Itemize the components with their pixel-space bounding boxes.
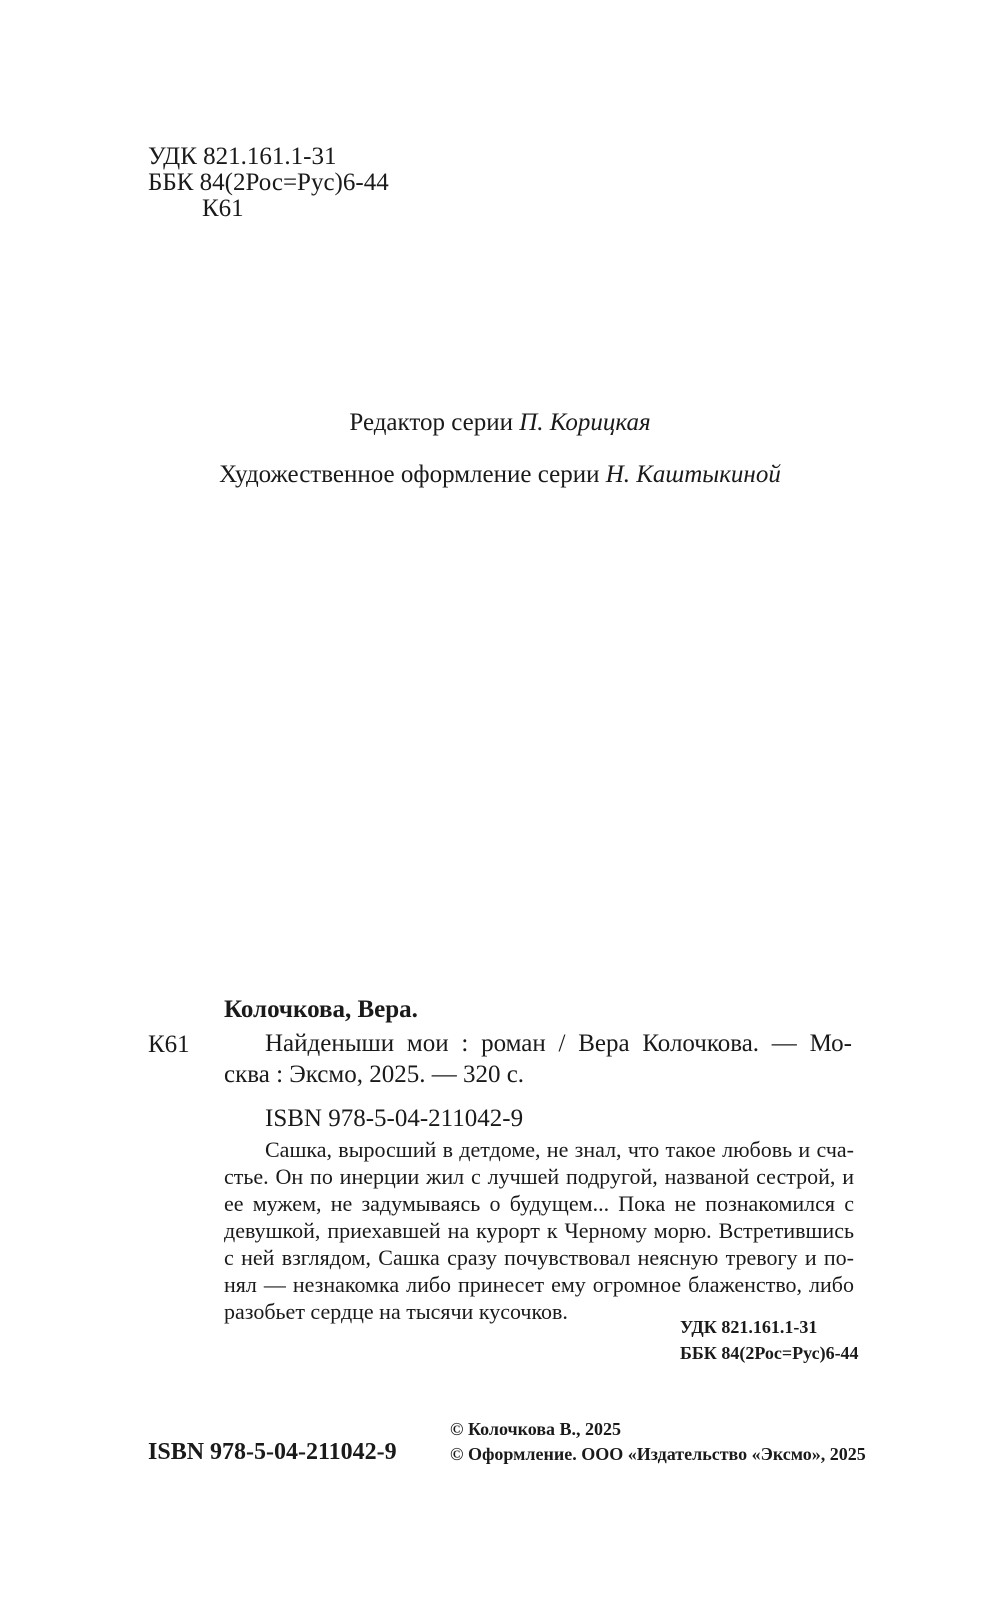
abstract-line-7: разобьет сердце на тысячи кусочков. <box>224 1299 568 1324</box>
udk-code-right: УДК 821.161.1-31 <box>680 1317 818 1337</box>
author-heading: Колочкова, Вера. <box>224 996 418 1023</box>
series-design-name: Н. Каштыкиной <box>605 461 781 488</box>
title-line-1: Найденыши мои : роман / Вера Колочкова. — Мо- <box>265 1030 852 1057</box>
abstract-line-5: с ней взглядом, Сашка сразу почувствовал неясную тревогу и по- <box>224 1245 854 1270</box>
author-mark-record: К61 <box>148 1031 190 1058</box>
series-design-line <box>0 460 1000 490</box>
series-editor-line <box>0 408 1000 438</box>
bbk-code-right: ББК 84(2Рос=Рус)6-44 <box>680 1343 859 1363</box>
udk-code-top: УДК 821.161.1-31 <box>148 143 337 170</box>
abstract-line-6: нял — незнакомка либо принесет ему огромное блаженство, либо <box>224 1272 854 1297</box>
abstract-line-1: Сашка, выросший в детдоме, не знал, что такое любовь и сча- <box>265 1137 854 1162</box>
copyright-author: © Колочкова В., 2025 <box>450 1419 622 1439</box>
copyright-design: © Оформление. ООО «Издательство «Эксмо», 2025 <box>450 1444 866 1464</box>
title-line-2: сква : Эксмо, 2025. — 320 с. <box>224 1061 525 1088</box>
author-mark-top: К61 <box>202 195 244 222</box>
bbk-code-top: ББК 84(2Рос=Рус)6-44 <box>148 169 389 196</box>
series-design-label: Художественное оформление серии <box>219 461 606 488</box>
series-editor-label: Редактор серии <box>349 409 520 436</box>
series-editor-name: П. Корицкая <box>519 409 651 436</box>
abstract-line-2: стье. Он по инерции жил с лучшей подругой, названой сестрой, и <box>224 1164 854 1189</box>
abstract-line-3: ее мужем, не задумываясь о будущем... Пока не познакомился с <box>224 1191 854 1216</box>
record-isbn: ISBN 978-5-04-211042-9 <box>265 1105 524 1132</box>
abstract-line-4: девушкой, приехавшей на курорт к Черному морю. Встретившись <box>224 1218 854 1243</box>
isbn-footer: ISBN 978-5-04-211042-9 <box>148 1439 397 1465</box>
